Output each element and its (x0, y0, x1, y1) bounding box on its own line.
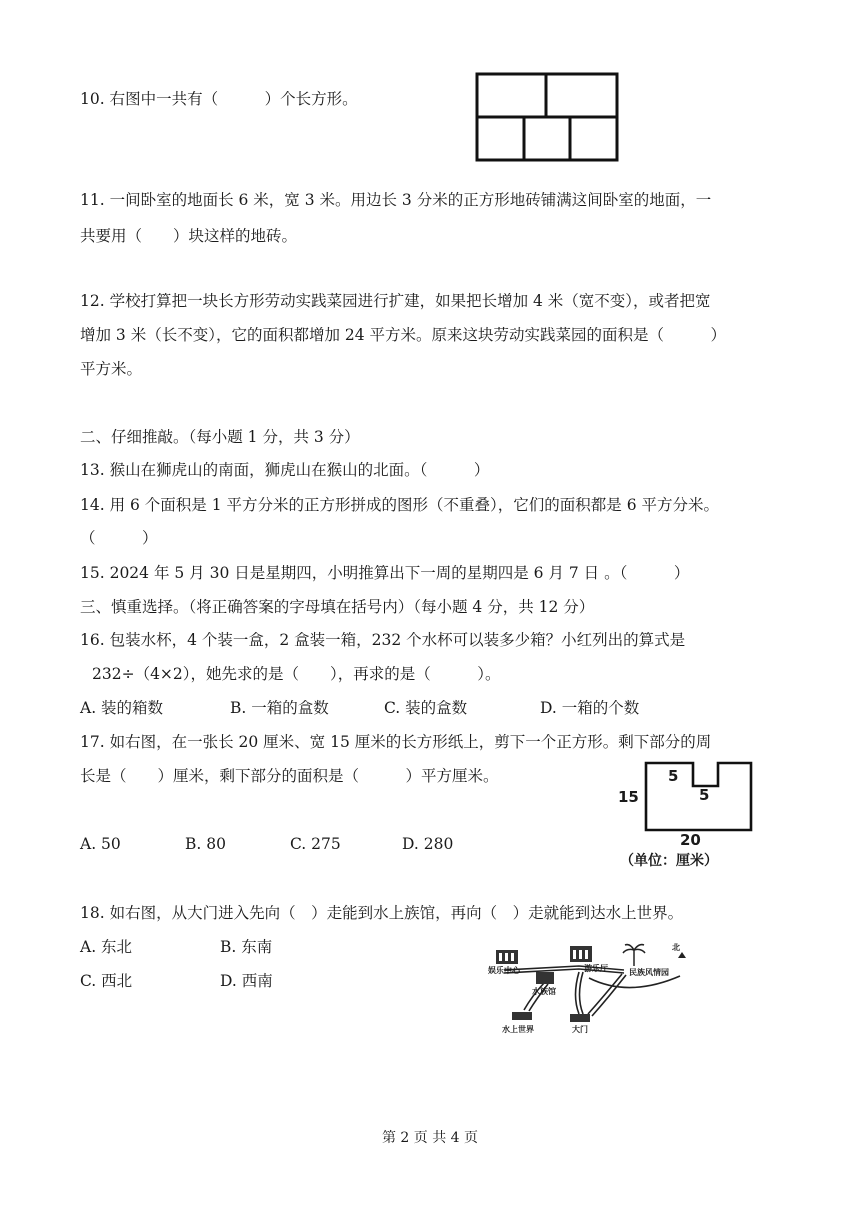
q17-option-a: A. 50 (80, 835, 121, 853)
q12-line2: 增加 3 米（长不变），它的面积都增加 24 平方米。原来这块劳动实践菜园的面积是（ ） (80, 326, 727, 344)
map-water-world: 水上世界 (502, 1025, 534, 1034)
map-north: 北 (672, 943, 680, 952)
map-gate: 大门 (572, 1025, 588, 1034)
map-aquarium: 水族馆 (532, 987, 556, 996)
q17-line1: 17. 如右图，在一张长 20 厘米、宽 15 厘米的长方形纸上，剪下一个正方形。剩下部分的周 (80, 733, 712, 751)
q18-option-c: C. 西北 (80, 972, 133, 990)
q17-option-c: C. 275 (290, 835, 341, 853)
fig-label-bottom: 20 (680, 831, 701, 849)
q12-line1: 12. 学校打算把一块长方形劳动实践菜园进行扩建，如果把长增加 4 米（宽不变），或者把宽 (80, 292, 711, 310)
q18-option-d: D. 西南 (220, 972, 273, 990)
q16-line2: 232÷（4×2），她先求的是（ ），再求的是（ ）。 (92, 665, 501, 683)
map-folk-garden: 民族风情园 (629, 968, 669, 977)
section2-title: 二、仔细推敲。（每小题 1 分，共 3 分） (80, 428, 360, 446)
q17-line2: 长是（ ）厘米，剩下部分的面积是（ ）平方厘米。 (80, 767, 499, 785)
q18-option-b: B. 东南 (220, 938, 273, 956)
q16-option-d: D. 一箱的个数 (540, 699, 640, 717)
q11-line2: 共要用（ ）块这样的地砖。 (80, 227, 298, 245)
q16-option-a: A. 装的箱数 (80, 699, 164, 717)
fig-label-inner: 5 (699, 786, 710, 804)
q18-line1: 18. 如右图，从大门进入先向（ ）走能到水上族馆，再向（ ）走就能到达水上世界。 (80, 904, 684, 922)
section3-title: 三、慎重选择。（将正确答案的字母填在括号内）（每小题 4 分，共 12 分） (80, 598, 595, 616)
map-dance-hall: 游乐厅 (584, 964, 608, 973)
fig-label-top: 5 (668, 767, 679, 785)
q17-option-d: D. 280 (402, 835, 454, 853)
cut-rectangle-figure (618, 758, 768, 874)
rectangles-figure (474, 71, 624, 167)
q16-option-b: B. 一箱的盒数 (230, 699, 329, 717)
q15-text: 15. 2024 年 5 月 30 日是星期四，小明推算出下一周的星期四是 6 月 7 日 。（ ） (80, 564, 690, 582)
q14-line2: （ ） (80, 529, 158, 547)
fig-unit: （单位：厘米） (620, 853, 718, 869)
park-map (484, 938, 694, 1038)
q17-option-b: B. 80 (185, 835, 226, 853)
q18-option-a: A. 东北 (80, 938, 133, 956)
q14-line1: 14. 用 6 个面积是 1 平方分米的正方形拼成的图形（不重叠），它们的面积都是 6 平方分米。 (80, 496, 719, 514)
q13-text: 13. 猴山在狮虎山的南面，狮虎山在猴山的北面。（ ） (80, 461, 490, 479)
q16-line1: 16. 包装水杯，4 个装一盒，2 盒装一箱，232 个水杯可以装多少箱？小红列出的算式是 (80, 631, 686, 649)
q10-text: 10. 右图中一共有（ ）个长方形。 (80, 90, 358, 108)
map-entertainment: 娱乐中心 (488, 966, 520, 975)
fig-label-left: 15 (618, 788, 639, 806)
q12-line3: 平方米。 (80, 360, 143, 378)
q16-option-c: C. 装的盒数 (384, 699, 468, 717)
page-footer: 第 2 页 共 4 页 (381, 1130, 479, 1146)
q11-line1: 11. 一间卧室的地面长 6 米，宽 3 米。用边长 3 分米的正方形地砖铺满这间卧室的地面，一 (80, 191, 712, 209)
